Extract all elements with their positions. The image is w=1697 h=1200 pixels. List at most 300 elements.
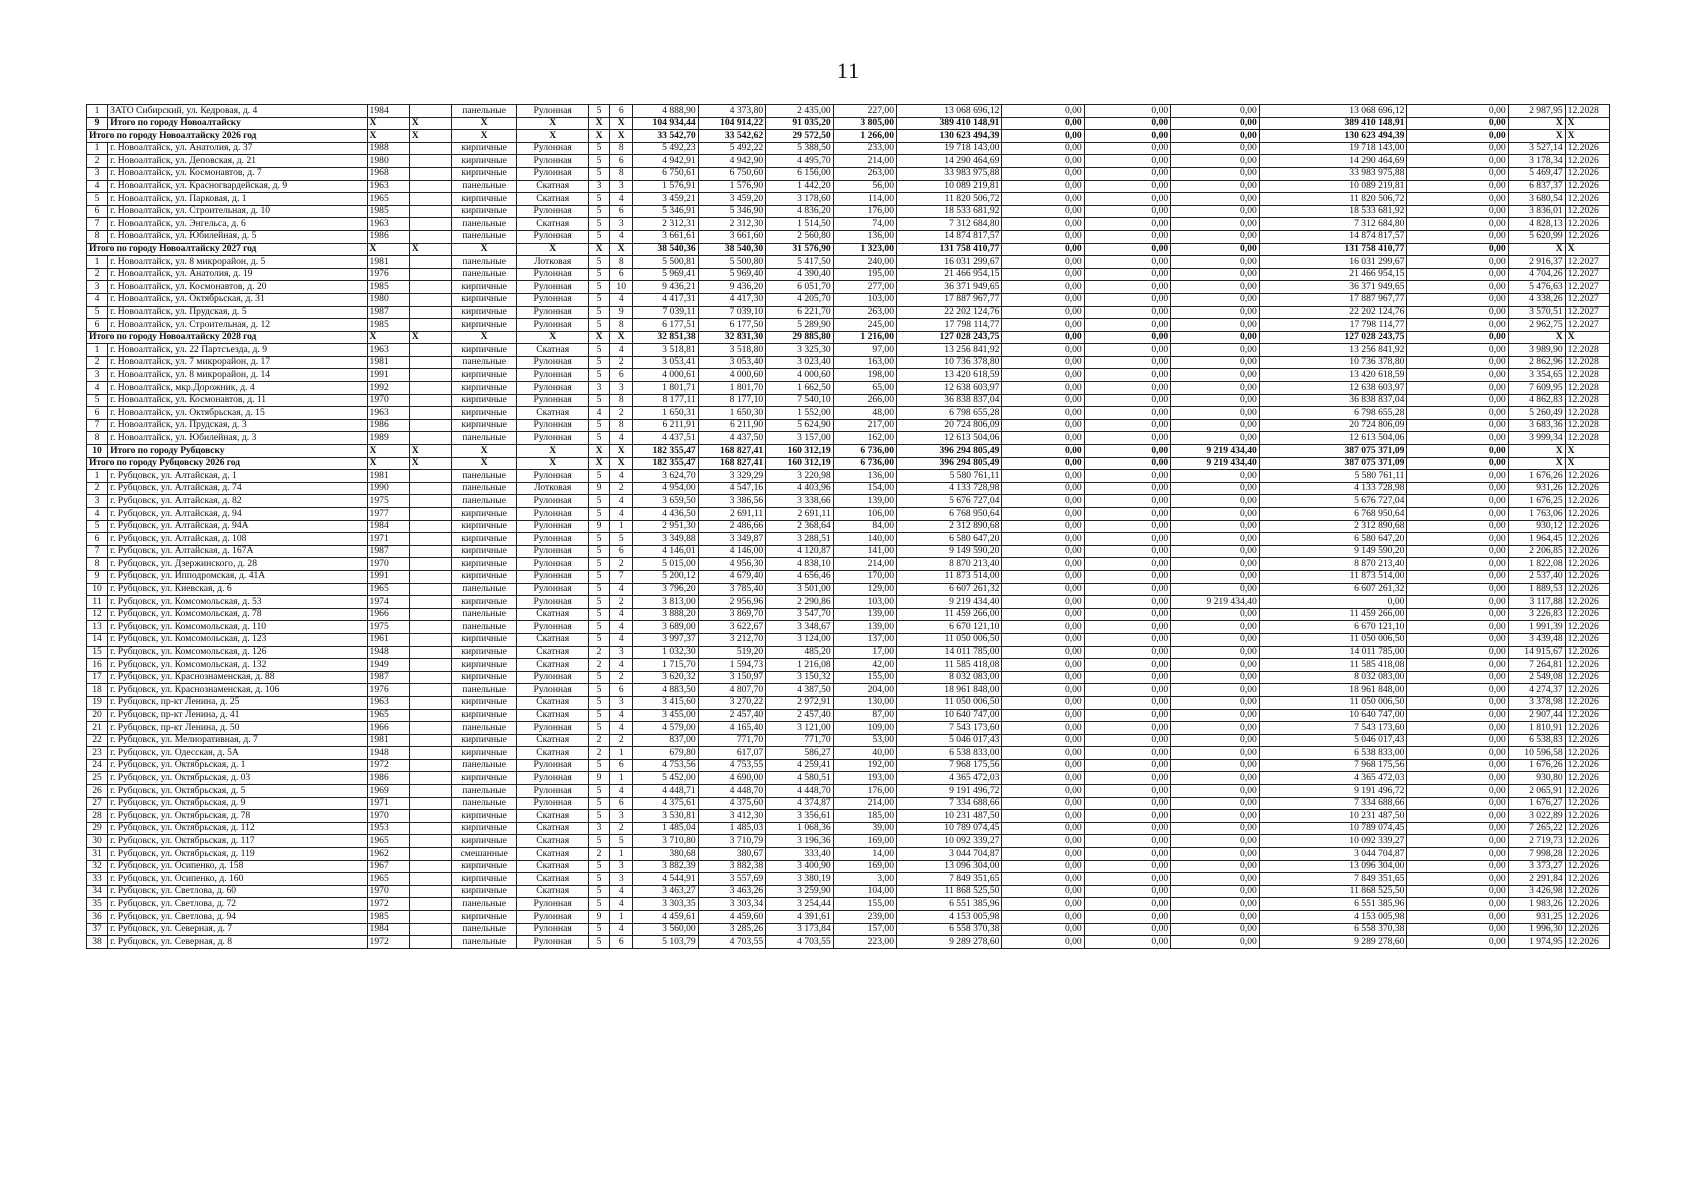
cell-reserve-column: [409, 218, 451, 231]
cell-total-area: 4 437,51: [633, 432, 698, 445]
cell-address: г. Рубцовск, ул. Дзержинского, д. 28: [108, 558, 367, 571]
cell-fund-other: 0,00: [1407, 558, 1508, 571]
cell-residents: 109,00: [833, 722, 896, 735]
cell-living-area: 33 542,62: [698, 130, 766, 143]
cell-floors: 5: [589, 344, 610, 357]
table-row: [87, 533, 1610, 546]
cell-fund-local: 0,00: [1171, 230, 1260, 243]
cell-floors: 2: [589, 734, 610, 747]
cell-address: г. Рубцовск, ул. Октябрьская, д. 9: [108, 797, 367, 810]
cell-fund-federal: 0,00: [1002, 659, 1084, 672]
cell-total-area: 38 540,36: [633, 243, 698, 256]
cell-residents: 245,00: [833, 319, 896, 332]
cell-living-area: 3 412,30: [698, 810, 766, 823]
cell-fund-other: 0,00: [1407, 570, 1508, 583]
cell-build-year: 1970: [367, 810, 409, 823]
cell-deadline: 12.2026: [1565, 696, 1609, 709]
cell-floors: 5: [589, 785, 610, 798]
cell-roof-type: Рулонная: [517, 205, 589, 218]
cell-fund-federal: 0,00: [1002, 596, 1084, 609]
cell-deadline: 12.2027: [1565, 268, 1609, 281]
table-row: [87, 281, 1610, 294]
cell-total-cost: 12 613 504,06: [897, 432, 1002, 445]
cell-roof-type: Рулонная: [517, 797, 589, 810]
cell-address: г. Новоалтайск, ул. Строительная, д. 12: [108, 319, 367, 332]
cell-build-year: 1985: [367, 281, 409, 294]
cell-residents: 42,00: [833, 659, 896, 672]
cell-reserve-column: [409, 709, 451, 722]
cell-fund-local: 0,00: [1171, 243, 1260, 256]
cell-wall-material: кирпичные: [451, 520, 516, 533]
cell-reserve-column: [409, 432, 451, 445]
table-row: [87, 419, 1610, 432]
cell-fund-regional: 0,00: [1084, 495, 1170, 508]
cell-address: г. Рубцовск, ул. Алтайская, д. 82: [108, 495, 367, 508]
cell-reserve-column: [409, 180, 451, 193]
cell-total-area: 4 942,91: [633, 155, 698, 168]
cell-wall-material: панельные: [451, 432, 516, 445]
cell-fund-federal: 0,00: [1002, 848, 1084, 861]
cell-fund-regional: 0,00: [1084, 570, 1170, 583]
cell-living-area: 38 540,30: [698, 243, 766, 256]
cell-fund-regional: 0,00: [1084, 633, 1170, 646]
cell-floors: 2: [589, 747, 610, 760]
cell-row-number: 23: [87, 747, 108, 760]
cell-residential-area: 333,40: [766, 848, 834, 861]
cell-address: г. Новоалтайск, ул. 22 Партсъезда, д. 9: [108, 344, 367, 357]
cell-residents: 39,00: [833, 822, 896, 835]
cell-floors: X: [589, 331, 610, 344]
cell-fund-federal: 0,00: [1002, 142, 1084, 155]
cell-total-cost: 17 887 967,77: [897, 293, 1002, 306]
cell-row-number: 5: [87, 520, 108, 533]
cell-living-area: 3 349,87: [698, 533, 766, 546]
cell-residential-area: 4 259,41: [766, 759, 834, 772]
cell-total-area: 380,68: [633, 848, 698, 861]
cell-fund-owners: 4 153 005,98: [1259, 911, 1407, 924]
cell-wall-material: кирпичные: [451, 167, 516, 180]
cell-living-area: 32 831,30: [698, 331, 766, 344]
cell-wall-material: панельные: [451, 482, 516, 495]
cell-total-area: 1 576,91: [633, 180, 698, 193]
cell-fund-other: 0,00: [1407, 407, 1508, 420]
cell-total-area: 3 303,35: [633, 898, 698, 911]
cell-fund-regional: 0,00: [1084, 923, 1170, 936]
cell-fund-other: 0,00: [1407, 596, 1508, 609]
cell-fund-local: 0,00: [1171, 382, 1260, 395]
cell-entrances: 4: [610, 583, 633, 596]
cell-fund-regional: 0,00: [1084, 281, 1170, 294]
cell-living-area: 3 869,70: [698, 608, 766, 621]
cell-reserve-column: [409, 167, 451, 180]
cell-reserve-column: [409, 558, 451, 571]
cell-roof-type: Рулонная: [517, 369, 589, 382]
cell-fund-other: 0,00: [1407, 533, 1508, 546]
cell-row-number: 35: [87, 898, 108, 911]
cell-entrances: 8: [610, 394, 633, 407]
cell-fund-other: 0,00: [1407, 382, 1508, 395]
cell-wall-material: кирпичные: [451, 885, 516, 898]
cell-residents: 170,00: [833, 570, 896, 583]
cell-residents: 169,00: [833, 835, 896, 848]
cell-residents: 3,00: [833, 873, 896, 886]
cell-fund-other: 0,00: [1407, 419, 1508, 432]
cell-total-cost: 7 543 173,60: [897, 722, 1002, 735]
cell-living-area: 168 827,41: [698, 445, 766, 458]
cell-address: г. Рубцовск, ул. Осипенко, д. 158: [108, 860, 367, 873]
cell-address: г. Рубцовск, ул. Краснознаменская, д. 88: [108, 671, 367, 684]
cell-reserve-column: [409, 659, 451, 672]
cell-build-year: 1968: [367, 167, 409, 180]
cell-residential-area: 5 388,50: [766, 142, 834, 155]
cell-entrances: 4: [610, 898, 633, 911]
cell-address: г. Рубцовск, ул. Северная, д. 7: [108, 923, 367, 936]
cell-fund-regional: 0,00: [1084, 734, 1170, 747]
cell-build-year: 1966: [367, 722, 409, 735]
cell-reserve-column: [409, 722, 451, 735]
table-row: [87, 848, 1610, 861]
cell-roof-type: Скатная: [517, 608, 589, 621]
cell-entrances: X: [610, 457, 633, 470]
cell-wall-material: кирпичные: [451, 382, 516, 395]
cell-living-area: 1 801,70: [698, 382, 766, 395]
cell-unit-cost: 3 680,54: [1508, 193, 1565, 206]
cell-wall-material: смешанные: [451, 848, 516, 861]
cell-entrances: 6: [610, 105, 633, 118]
cell-wall-material: кирпичные: [451, 835, 516, 848]
cell-residents: 141,00: [833, 545, 896, 558]
cell-residential-area: 3 356,61: [766, 810, 834, 823]
cell-fund-regional: 0,00: [1084, 747, 1170, 760]
cell-reserve-column: [409, 570, 451, 583]
cell-reserve-column: [409, 873, 451, 886]
cell-fund-other: 0,00: [1407, 508, 1508, 521]
cell-build-year: 1988: [367, 142, 409, 155]
cell-build-year: 1970: [367, 394, 409, 407]
cell-fund-regional: 0,00: [1084, 117, 1170, 130]
cell-total-cost: 5 676 727,04: [897, 495, 1002, 508]
cell-entrances: 5: [610, 835, 633, 848]
cell-floors: 5: [589, 885, 610, 898]
cell-deadline: 12.2026: [1565, 608, 1609, 621]
cell-entrances: 4: [610, 722, 633, 735]
cell-fund-federal: 0,00: [1002, 885, 1084, 898]
cell-living-area: 4 146,00: [698, 545, 766, 558]
cell-row-number: 36: [87, 911, 108, 924]
cell-roof-type: Рулонная: [517, 722, 589, 735]
cell-floors: 5: [589, 142, 610, 155]
cell-total-cost: 14 011 785,00: [897, 646, 1002, 659]
cell-residential-area: 2 972,91: [766, 696, 834, 709]
cell-residents: 14,00: [833, 848, 896, 861]
cell-residential-area: 3 325,30: [766, 344, 834, 357]
cell-fund-regional: 0,00: [1084, 445, 1170, 458]
cell-entrances: X: [610, 130, 633, 143]
cell-fund-regional: 0,00: [1084, 520, 1170, 533]
cell-entrances: 4: [610, 230, 633, 243]
cell-fund-regional: 0,00: [1084, 911, 1170, 924]
cell-fund-owners: 12 613 504,06: [1259, 432, 1407, 445]
cell-entrances: 8: [610, 256, 633, 269]
cell-total-cost: 18 961 848,00: [897, 684, 1002, 697]
cell-build-year: 1985: [367, 205, 409, 218]
cell-roof-type: Рулонная: [517, 105, 589, 118]
cell-floors: 5: [589, 810, 610, 823]
cell-wall-material: X: [451, 130, 516, 143]
cell-build-year: 1949: [367, 659, 409, 672]
cell-address: г. Рубцовск, ул. Осипенко, д. 160: [108, 873, 367, 886]
cell-fund-owners: 13 068 696,12: [1259, 105, 1407, 118]
cell-wall-material: панельные: [451, 583, 516, 596]
cell-fund-owners: 4 365 472,03: [1259, 772, 1407, 785]
cell-fund-regional: 0,00: [1084, 696, 1170, 709]
cell-roof-type: Скатная: [517, 696, 589, 709]
cell-roof-type: Рулонная: [517, 508, 589, 521]
cell-living-area: 4 690,00: [698, 772, 766, 785]
cell-unit-cost: 2 065,91: [1508, 785, 1565, 798]
cell-fund-federal: 0,00: [1002, 608, 1084, 621]
cell-wall-material: панельные: [451, 356, 516, 369]
cell-fund-other: 0,00: [1407, 193, 1508, 206]
cell-total-cost: 4 365 472,03: [897, 772, 1002, 785]
cell-wall-material: панельные: [451, 722, 516, 735]
cell-fund-federal: 0,00: [1002, 268, 1084, 281]
cell-build-year: 1985: [367, 319, 409, 332]
table-row: [87, 394, 1610, 407]
cell-total-cost: 11 585 418,08: [897, 659, 1002, 672]
table-row: [87, 923, 1610, 936]
cell-unit-cost: 1 996,30: [1508, 923, 1565, 936]
cell-residential-area: 1 068,36: [766, 822, 834, 835]
cell-fund-local: 0,00: [1171, 923, 1260, 936]
cell-roof-type: Скатная: [517, 344, 589, 357]
cell-wall-material: X: [451, 243, 516, 256]
cell-fund-owners: 6 670 121,10: [1259, 621, 1407, 634]
cell-floors: 5: [589, 218, 610, 231]
cell-living-area: 4 459,60: [698, 911, 766, 924]
cell-row-number: 2: [87, 356, 108, 369]
cell-roof-type: Рулонная: [517, 520, 589, 533]
cell-row-number: 1: [87, 105, 108, 118]
cell-unit-cost: 3 354,65: [1508, 369, 1565, 382]
cell-entrances: 4: [610, 608, 633, 621]
cell-build-year: 1969: [367, 785, 409, 798]
cell-living-area: 617,07: [698, 747, 766, 760]
cell-wall-material: панельные: [451, 256, 516, 269]
cell-build-year: 1984: [367, 105, 409, 118]
cell-floors: 9: [589, 772, 610, 785]
cell-fund-other: 0,00: [1407, 457, 1508, 470]
cell-roof-type: Лотковая: [517, 482, 589, 495]
cell-residential-area: 1 442,20: [766, 180, 834, 193]
cell-address: г. Новоалтайск, ул. Юбилейная, д. 3: [108, 432, 367, 445]
cell-deadline: 12.2026: [1565, 633, 1609, 646]
cell-fund-federal: 0,00: [1002, 747, 1084, 760]
cell-fund-other: 0,00: [1407, 785, 1508, 798]
cell-row-number: 7: [87, 419, 108, 432]
cell-deadline: 12.2026: [1565, 671, 1609, 684]
cell-total-cost: 130 623 494,39: [897, 130, 1002, 143]
cell-deadline: 12.2027: [1565, 306, 1609, 319]
cell-fund-federal: 0,00: [1002, 898, 1084, 911]
cell-floors: 5: [589, 596, 610, 609]
cell-fund-federal: 0,00: [1002, 407, 1084, 420]
cell-living-area: 4 753,55: [698, 759, 766, 772]
cell-entrances: 6: [610, 369, 633, 382]
cell-deadline: 12.2026: [1565, 570, 1609, 583]
table-row: [87, 105, 1610, 118]
summary-row: [87, 117, 1610, 130]
cell-reserve-column: [409, 734, 451, 747]
cell-fund-local: 0,00: [1171, 281, 1260, 294]
cell-fund-regional: 0,00: [1084, 193, 1170, 206]
cell-total-area: 3 661,61: [633, 230, 698, 243]
cell-residential-area: 2 368,64: [766, 520, 834, 533]
cell-unit-cost: 1 889,53: [1508, 583, 1565, 596]
cell-residential-area: 4 120,87: [766, 545, 834, 558]
cell-wall-material: кирпичные: [451, 142, 516, 155]
cell-living-area: 2 956,96: [698, 596, 766, 609]
cell-fund-local: 0,00: [1171, 306, 1260, 319]
cell-unit-cost: 1 810,91: [1508, 722, 1565, 735]
cell-build-year: 1984: [367, 923, 409, 936]
cell-total-area: 3 415,60: [633, 696, 698, 709]
cell-build-year: X: [367, 130, 409, 143]
cell-roof-type: Рулонная: [517, 319, 589, 332]
cell-fund-regional: 0,00: [1084, 797, 1170, 810]
cell-row-number: 1: [87, 344, 108, 357]
cell-fund-other: 0,00: [1407, 797, 1508, 810]
cell-build-year: 1965: [367, 835, 409, 848]
cell-residents: 114,00: [833, 193, 896, 206]
cell-fund-local: 0,00: [1171, 810, 1260, 823]
cell-wall-material: X: [451, 457, 516, 470]
cell-fund-federal: 0,00: [1002, 167, 1084, 180]
cell-living-area: 9 436,20: [698, 281, 766, 294]
cell-unit-cost: 2 962,75: [1508, 319, 1565, 332]
cell-roof-type: X: [517, 331, 589, 344]
cell-fund-regional: 0,00: [1084, 646, 1170, 659]
cell-residential-area: 4 000,60: [766, 369, 834, 382]
cell-floors: 5: [589, 306, 610, 319]
cell-row-number: 12: [87, 608, 108, 621]
cell-deadline: 12.2026: [1565, 205, 1609, 218]
cell-entrances: 9: [610, 306, 633, 319]
cell-fund-owners: 387 075 371,09: [1259, 457, 1407, 470]
cell-fund-other: 0,00: [1407, 936, 1508, 949]
cell-fund-owners: 18 961 848,00: [1259, 684, 1407, 697]
table-row: [87, 696, 1610, 709]
cell-reserve-column: [409, 835, 451, 848]
cell-unit-cost: 1 763,06: [1508, 508, 1565, 521]
cell-fund-regional: 0,00: [1084, 508, 1170, 521]
cell-fund-owners: 3 044 704,87: [1259, 848, 1407, 861]
cell-reserve-column: [409, 193, 451, 206]
cell-residents: 227,00: [833, 105, 896, 118]
cell-fund-local: 9 219 434,40: [1171, 445, 1260, 458]
cell-total-cost: 11 050 006,50: [897, 633, 1002, 646]
cell-total-cost: 9 191 496,72: [897, 785, 1002, 798]
cell-unit-cost: X: [1508, 445, 1565, 458]
table-row: [87, 230, 1610, 243]
cell-total-area: 6 177,51: [633, 319, 698, 332]
cell-living-area: 4 437,50: [698, 432, 766, 445]
cell-unit-cost: 1 974,95: [1508, 936, 1565, 949]
cell-unit-cost: 3 683,36: [1508, 419, 1565, 432]
cell-total-cost: 4 133 728,98: [897, 482, 1002, 495]
table-row: [87, 520, 1610, 533]
cell-fund-regional: 0,00: [1084, 167, 1170, 180]
cell-fund-local: 0,00: [1171, 873, 1260, 886]
cell-total-area: 4 579,00: [633, 722, 698, 735]
cell-roof-type: Рулонная: [517, 293, 589, 306]
cell-fund-owners: 5 580 761,11: [1259, 470, 1407, 483]
cell-row-number: 19: [87, 696, 108, 709]
cell-fund-regional: 0,00: [1084, 344, 1170, 357]
cell-reserve-column: [409, 306, 451, 319]
cell-residential-area: 31 576,90: [766, 243, 834, 256]
cell-total-cost: 6 768 950,64: [897, 508, 1002, 521]
cell-build-year: 1987: [367, 545, 409, 558]
cell-roof-type: X: [517, 130, 589, 143]
cell-residential-area: 4 387,50: [766, 684, 834, 697]
cell-floors: 5: [589, 508, 610, 521]
table-row: [87, 545, 1610, 558]
cell-build-year: 1986: [367, 419, 409, 432]
cell-fund-local: 0,00: [1171, 848, 1260, 861]
cell-entrances: 4: [610, 293, 633, 306]
cell-fund-regional: 0,00: [1084, 533, 1170, 546]
cell-fund-owners: 10 092 339,27: [1259, 835, 1407, 848]
cell-address: г. Рубцовск, ул. Алтайская, д. 108: [108, 533, 367, 546]
cell-reserve-column: [409, 621, 451, 634]
cell-fund-owners: 36 838 837,04: [1259, 394, 1407, 407]
cell-row-number: 4: [87, 508, 108, 521]
cell-residential-area: 2 435,00: [766, 105, 834, 118]
table-row: [87, 407, 1610, 420]
cell-address: г. Рубцовск, ул. Алтайская, д. 1: [108, 470, 367, 483]
cell-fund-federal: 0,00: [1002, 772, 1084, 785]
cell-build-year: 1963: [367, 180, 409, 193]
cell-fund-regional: 0,00: [1084, 558, 1170, 571]
cell-reserve-column: [409, 419, 451, 432]
cell-living-area: 1 594,73: [698, 659, 766, 672]
cell-floors: 2: [589, 848, 610, 861]
cell-roof-type: Скатная: [517, 885, 589, 898]
cell-fund-other: 0,00: [1407, 268, 1508, 281]
cell-residential-area: 160 312,19: [766, 457, 834, 470]
cell-deadline: 12.2026: [1565, 848, 1609, 861]
cell-deadline: 12.2028: [1565, 419, 1609, 432]
cell-entrances: 6: [610, 936, 633, 949]
cell-roof-type: Рулонная: [517, 671, 589, 684]
cell-deadline: 12.2027: [1565, 281, 1609, 294]
cell-residential-area: 29 885,80: [766, 331, 834, 344]
cell-entrances: 6: [610, 205, 633, 218]
cell-fund-regional: 0,00: [1084, 822, 1170, 835]
cell-wall-material: кирпичные: [451, 772, 516, 785]
cell-fund-other: 0,00: [1407, 898, 1508, 911]
cell-living-area: 519,20: [698, 646, 766, 659]
cell-address: Итого по городу Рубцовску: [108, 445, 367, 458]
cell-residents: 56,00: [833, 180, 896, 193]
cell-total-area: 1 650,31: [633, 407, 698, 420]
cell-fund-owners: 10 231 487,50: [1259, 810, 1407, 823]
cell-floors: 5: [589, 293, 610, 306]
cell-roof-type: Рулонная: [517, 382, 589, 395]
cell-total-cost: 5 046 017,43: [897, 734, 1002, 747]
cell-roof-type: Рулонная: [517, 923, 589, 936]
